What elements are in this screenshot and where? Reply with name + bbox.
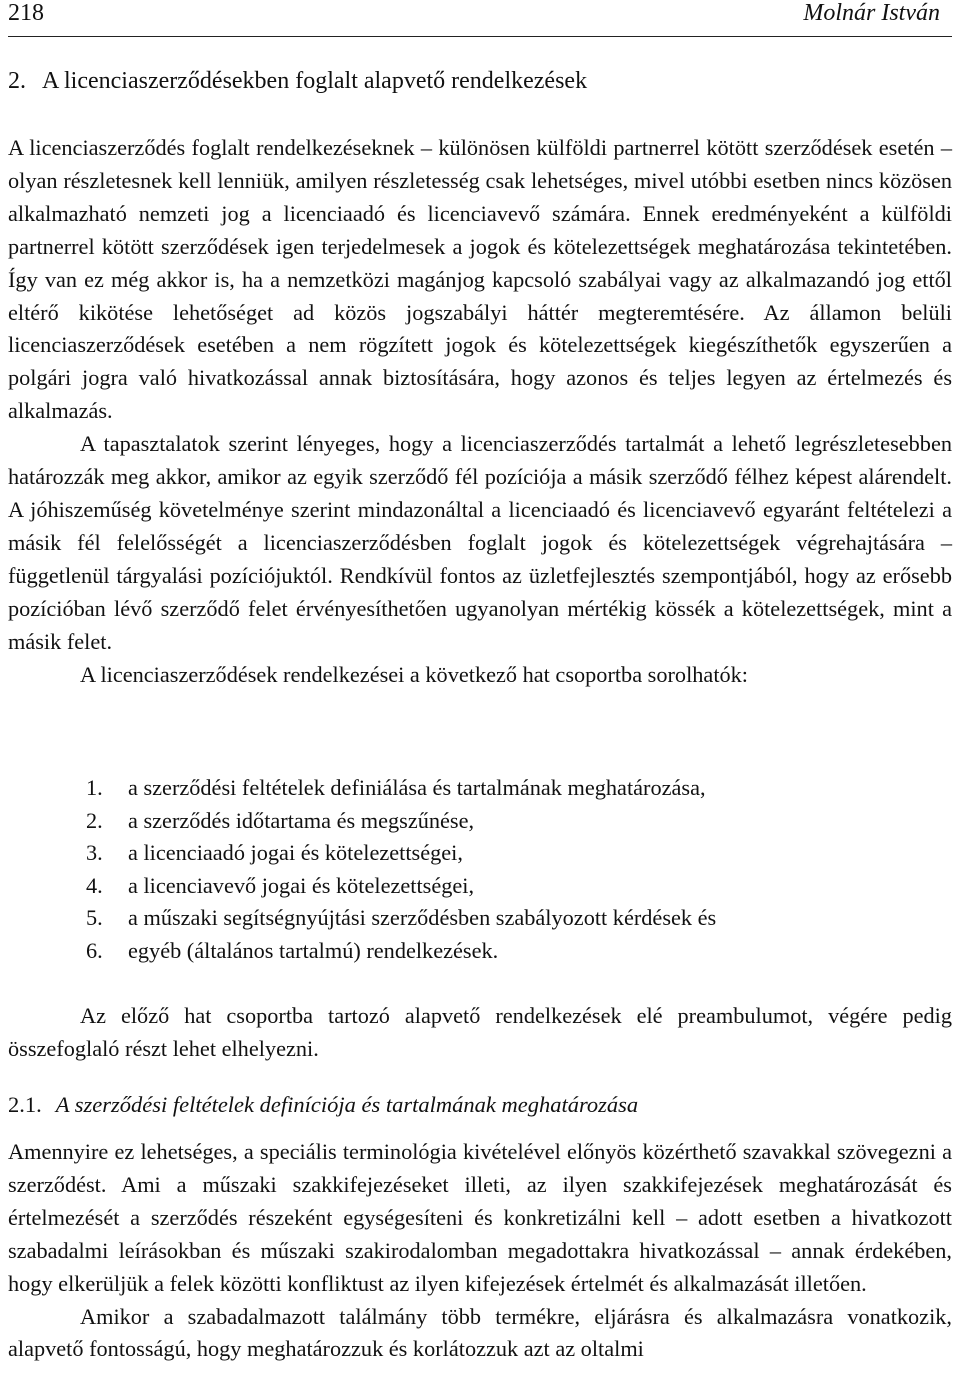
list-item-number: 6.: [86, 937, 103, 963]
page-number: 218: [8, 0, 44, 26]
list-item: [80, 805, 716, 838]
list-item: [80, 772, 716, 805]
subsection-heading: [8, 1092, 638, 1118]
paragraph-2: A tapasztalatok szerint lényeges, hogy a licenciaszerződés tartalmát a lehető legrészletesebben határozzák meg akkor, amikor az egyik szerződő fél pozíciója a másik szerződő félhez képest alárendelt. A jóhiszeműség követelménye szerint mindazonáltal a licenciaadó és licenciavevő egyaránt feltételezi a másik fél felelősségét a licenciaszerződésben foglalt jogok és kötelezettségek végrehajtására – függetlenül tárgyalási pozíciójuktól. Rendkívül fontos az üzletfejlesztés szempontjából, hogy az erősebb pozícióban lévő szerződő felet érvényesíthetően ugyanolyan mértékig kössék a kötelezettségek, mint a másik felet.: [8, 431, 952, 654]
paragraph-1: A licenciaszerződés foglalt rendelkezéseknek – különösen külföldi partnerrel kötött szerződések esetén – olyan részletesnek kell lenniük, amilyen részletesség csak lehetséges, mivel utóbbi esetben nincs közösen alkalmazható nemzeti jog a licenciaadó és licenciavevő számára. Ennek eredményeként a külföldi partnerrel kötött szerződések igen terjedelmesek a jogok és kötelezettségek meghatározása tekintetében. Így van ez még akkor is, ha a nemzetközi magánjog kapcsoló szabályai vagy az alkalmazandó jog ettől eltérő kikötése lehetőséget ad közös jogszabályi háttér megteremtésére. Az államon belüli licenciaszerződések esetében a nem rögzített jogok és kötelezettségek kiegészíthetők egyszerűen a polgári jogra való hivatkozással annak biztosítására, hogy azonos és teljes legyen az értelmezés és alkalmazás.: [8, 135, 952, 424]
provision-groups-list: [80, 772, 716, 967]
list-item-text: a szerződési feltételek definiálása és tartalmának meghatározása,: [128, 775, 706, 800]
closing-paragraph-block: [8, 1000, 952, 1066]
list-item-number: 3.: [86, 840, 103, 865]
list-item: [80, 870, 716, 903]
list-item-text: a műszaki segítségnyújtási szerződésben szabályozott kérdések és: [128, 905, 717, 930]
list-item: [80, 837, 716, 870]
page-header: [8, 0, 952, 37]
list-item: [80, 902, 716, 935]
list-item-number: 2.: [86, 807, 103, 833]
list-item-number: 1.: [86, 775, 103, 800]
list-item-number: 4.: [86, 872, 103, 898]
section-number: 2.: [8, 68, 26, 94]
list-item-text: egyéb (általános tartalmú) rendelkezések.: [128, 937, 499, 963]
list-item: [80, 935, 716, 968]
subsection-title: A szerződési feltételek definíciója és tartalmának meghatározása: [55, 1092, 639, 1117]
section-body: [8, 132, 952, 691]
subsection-paragraph-1: Amennyire ez lehetséges, a speciális terminológia kivételével előnyös közérthető szavakkal szövegezni a szerződést. Ami a műszaki szakkifejezéseket illeti, az ilyen szakkifejezések meghatározását és értelmezését a szerződés részeként egységesíteni és konkretizálni kell – adott esetben a hivatkozott szabadalmi leírásokban és műszaki szakirodalomban megadottakra hivatkozással – annak érdekében, hogy elkerüljük a felek közötti konfliktust az ilyen kifejezések értelmét és alkalmazását illetően.: [8, 1139, 952, 1296]
paragraph-4: Az előző hat csoportba tartozó alapvető rendelkezések elé preambulumot, végére pedig összefoglaló részt lehet elhelyezni.: [8, 1003, 952, 1061]
list-item-text: a licenciaadó jogai és kötelezettségei,: [128, 840, 463, 865]
subsection-number: 2.1.: [8, 1092, 42, 1117]
section-title: A licenciaszerződésekben foglalt alapvető rendelkezések: [42, 68, 588, 94]
list-item-text: a szerződés időtartama és megszűnése,: [128, 807, 475, 833]
paragraph-3: A licenciaszerződések rendelkezései a következő hat csoportba sorolhatók:: [80, 661, 749, 687]
document-page: [8, 0, 952, 1362]
subsection-body: [8, 1136, 952, 1366]
list-item-text: a licenciavevő jogai és kötelezettségei,: [128, 872, 475, 898]
running-author: Molnár István: [803, 0, 940, 26]
subsection-paragraph-2: Amikor a szabadalmazott találmány több termékre, eljárásra és alkalmazásra vonatkozik, alapvető fontosságú, hogy meghatározzuk és korlátozzuk azt az oltalmi: [8, 1303, 952, 1362]
list-item-number: 5.: [86, 905, 103, 930]
section-heading: [8, 68, 587, 95]
